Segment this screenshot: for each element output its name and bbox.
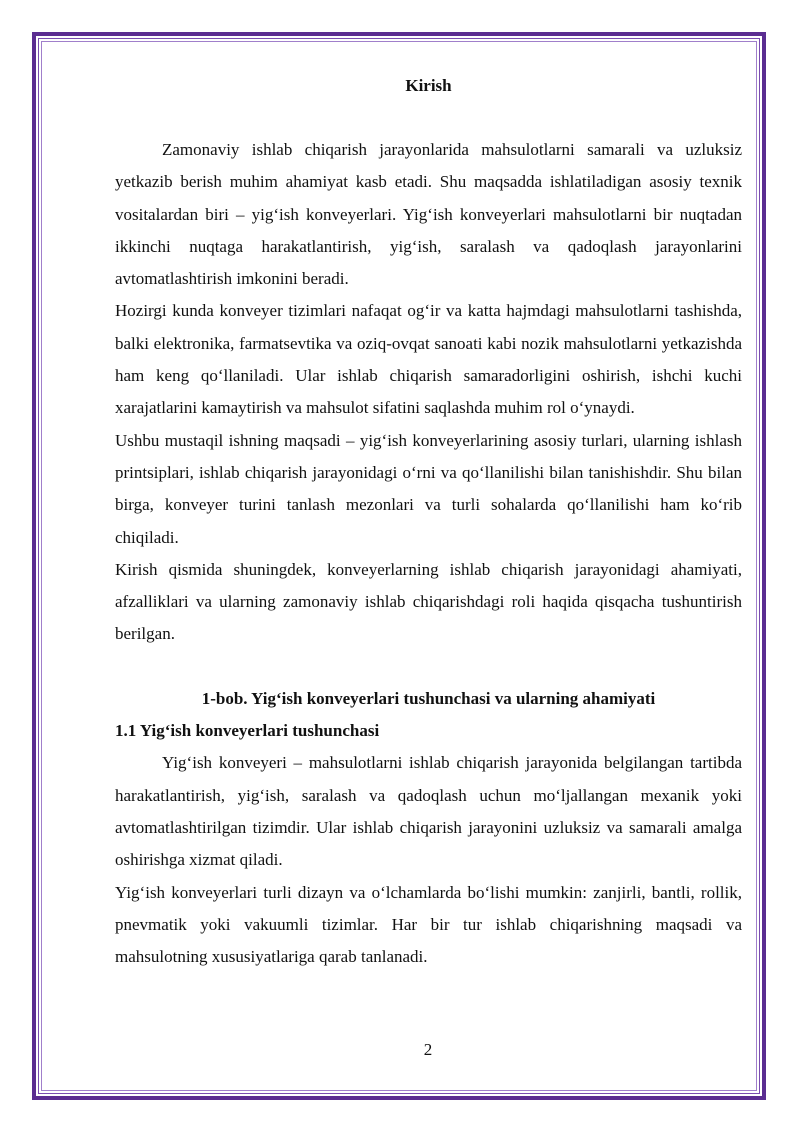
spacer (115, 102, 742, 134)
section-paragraph-1: Yig‘ish konveyeri – mahsulotlarni ishlab chiqarish jarayonida belgilangan tartibda harakatlantirish, yig‘ish, saralash va qadoqlash uchun mo‘ljallangan mexanik yoki avtomatlashtirilgan tizimdir. Ular ishlab chiqarish jarayonini uzluksiz va samarali amalga oshirishga xizmat qiladi. (115, 753, 742, 870)
intro-paragraph-3: Ushbu mustaqil ishning maqsadi – yig‘ish konveyerlarining asosiy turlari, ularning ishlash printsiplari, ishlab chiqarish jarayonidagi o‘rni va qo‘llanilishi bilan tanishishdir. Shu bilan birga, konveyer turini tanlash mezonlari va turli sohalarda qo‘llanilishi ham ko‘rib chiqiladi. (115, 430, 742, 547)
chapter-heading: 1-bob. Yig‘ish konveyerlari tushunchasi va ularning ahamiyati (201, 688, 656, 708)
page-title: Kirish (405, 76, 452, 95)
section-paragraph-2: Yig‘ish konveyerlari turli dizayn va o‘lchamlarda bo‘lishi mumkin: zanjirli, bantli, rollik, pnevmatik yoki vakuumli tizimlar. Har bir tur ishlab chiqarishning maqsadi va mahsulotning xususiyatlariga qarab tanlanadi. (115, 882, 742, 967)
intro-paragraph-1: Zamonaviy ishlab chiqarish jarayonlarida mahsulotlarni samarali va uzluksiz yetkazib berish muhim ahamiyat kasb etadi. Shu maqsadda ishlatiladigan asosiy texnik vositalardan biri – yig‘ish konveyerlari. Yig‘ish konveyerlari mahsulotlarni bir nuqtadan ikkinchi nuqtaga harakatlantirish, yig‘ish, saralash va qadoqlash jarayonlarini avtomatlashtirish imkonini beradi. (115, 140, 742, 289)
intro-paragraph-2: Hozirgi kunda konveyer tizimlari nafaqat og‘ir va katta hajmdagi mahsulotlarni tashishda, balki elektronika, farmatsevtika va oziq-ovqat sanoati kabi nozik mahsulotlarni yetkazishda ham keng qo‘llaniladi. Ular ishlab chiqarish samaradorligini oshirish, ishchi kuchi xarajatlarini kamaytirish va mahsulot sifatini saqlashda muhim rol o‘ynaydi. (115, 301, 742, 418)
section-heading: 1.1 Yig‘ish konveyerlari tushunchasi (115, 721, 380, 741)
spacer (115, 651, 742, 683)
page-number: 2 (423, 1040, 433, 1059)
intro-paragraph-4: Kirish qismida shuningdek, konveyerlarning ishlab chiqarish jarayonidagi ahamiyati, afzalliklari va ularning zamonaviy ishlab chiqarishdagi roli haqida qisqacha tushuntirish berilgan. (115, 559, 742, 644)
page-content (115, 70, 742, 973)
